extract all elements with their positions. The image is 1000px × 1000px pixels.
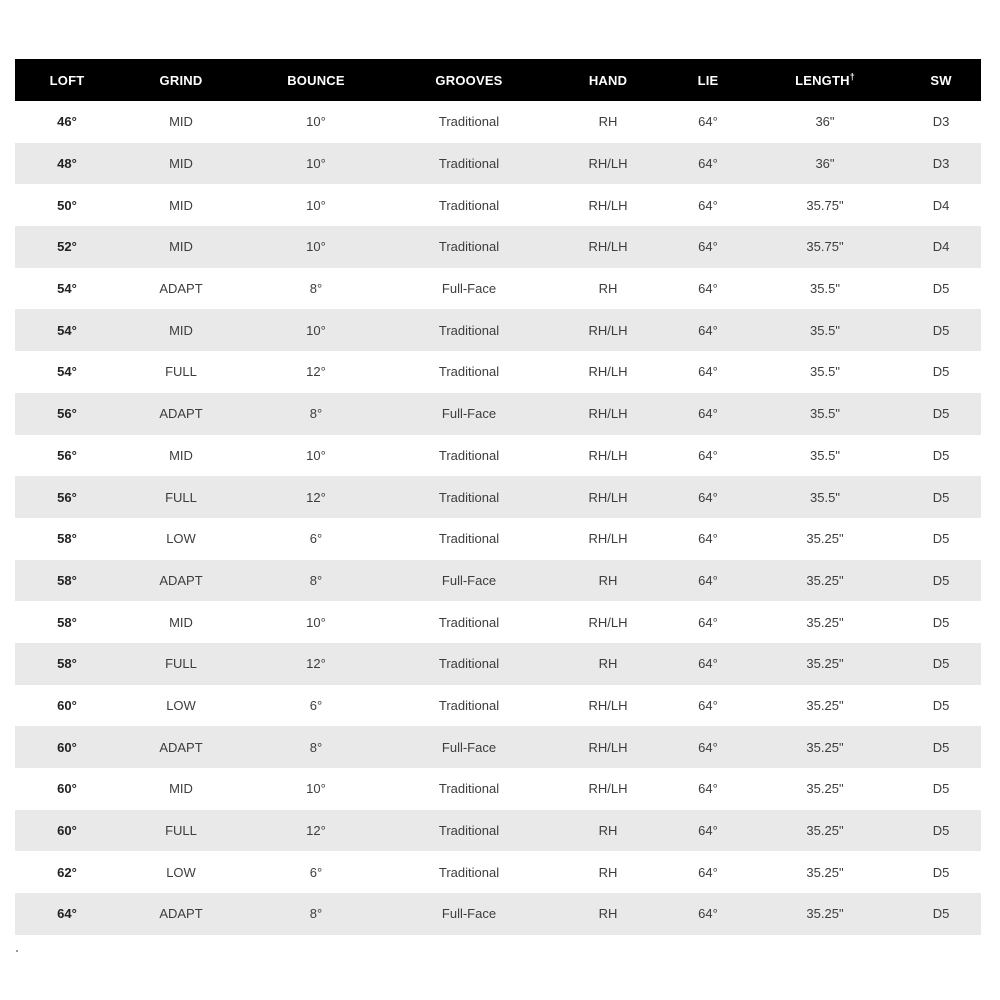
cell-sw: D5	[932, 322, 950, 338]
cell-sw: D5	[932, 781, 950, 797]
cell-grind: ADAPT	[159, 572, 203, 588]
cell-grooves: Full-Face	[441, 739, 497, 755]
cell-loft: 58°	[57, 572, 77, 588]
cell-length: 35.25"	[806, 697, 844, 713]
cell-sw: D5	[932, 489, 950, 505]
cell-bounce: 12°	[306, 489, 326, 505]
cell-grooves: Traditional	[438, 864, 500, 880]
cell-grooves: Traditional	[438, 489, 500, 505]
table-row	[15, 393, 981, 435]
table-row	[15, 851, 981, 893]
cell-loft: 58°	[57, 531, 77, 547]
table-row	[15, 726, 981, 768]
cell-grooves: Traditional	[438, 322, 500, 338]
cell-hand: RH	[598, 823, 618, 839]
cell-grind: MID	[169, 239, 193, 255]
cell-bounce: 10°	[306, 322, 326, 338]
cell-bounce: 10°	[306, 781, 326, 797]
cell-loft: 54°	[57, 281, 77, 297]
table-row	[15, 768, 981, 810]
cell-loft: 58°	[57, 656, 77, 672]
table-row	[15, 518, 981, 560]
cell-grind: ADAPT	[159, 406, 203, 422]
cell-lie: 64°	[698, 906, 718, 922]
stray-dot	[16, 950, 18, 952]
cell-hand: RH	[598, 864, 618, 880]
header-grind: GRIND	[159, 72, 203, 88]
cell-length: 35.25"	[806, 656, 844, 672]
table-row	[15, 101, 981, 143]
cell-bounce: 8°	[309, 406, 323, 422]
cell-loft: 56°	[57, 406, 77, 422]
cell-loft: 60°	[57, 739, 77, 755]
cell-sw: D5	[932, 447, 950, 463]
cell-length: 35.25"	[806, 781, 844, 797]
cell-bounce: 8°	[309, 906, 323, 922]
cell-grooves: Full-Face	[441, 906, 497, 922]
table-row	[15, 184, 981, 226]
cell-lie: 64°	[698, 656, 718, 672]
cell-length: 35.25"	[806, 531, 844, 547]
cell-bounce: 10°	[306, 614, 326, 630]
cell-hand: RH/LH	[588, 322, 628, 338]
cell-grind: LOW	[166, 697, 196, 713]
cell-hand: RH	[598, 114, 618, 130]
table-row	[15, 643, 981, 685]
header-grooves: GROOVES	[435, 72, 503, 88]
cell-grooves: Traditional	[438, 447, 500, 463]
specs-table	[15, 59, 981, 935]
cell-bounce: 10°	[306, 239, 326, 255]
cell-grooves: Traditional	[438, 364, 500, 380]
cell-sw: D5	[932, 531, 950, 547]
cell-length: 35.5"	[810, 489, 840, 505]
cell-length: 35.25"	[806, 864, 844, 880]
header-sw: SW	[930, 72, 952, 88]
cell-length: 35.5"	[810, 322, 840, 338]
cell-length: 35.75"	[806, 197, 844, 213]
cell-grooves: Traditional	[438, 114, 500, 130]
cell-sw: D3	[932, 114, 950, 130]
cell-sw: D5	[932, 864, 950, 880]
cell-bounce: 10°	[306, 447, 326, 463]
cell-length: 36"	[815, 114, 835, 130]
table-row	[15, 268, 981, 310]
cell-length: 35.5"	[810, 364, 840, 380]
cell-length: 35.25"	[806, 614, 844, 630]
cell-grind: FULL	[165, 656, 197, 672]
cell-grooves: Traditional	[438, 656, 500, 672]
cell-loft: 58°	[57, 614, 77, 630]
cell-bounce: 10°	[306, 156, 326, 172]
cell-hand: RH	[598, 656, 618, 672]
header-length-label: LENGTH	[795, 72, 850, 88]
cell-hand: RH/LH	[588, 406, 628, 422]
cell-hand: RH	[598, 906, 618, 922]
cell-bounce: 8°	[309, 281, 323, 297]
cell-grooves: Traditional	[438, 697, 500, 713]
cell-hand: RH/LH	[588, 197, 628, 213]
cell-loft: 56°	[57, 447, 77, 463]
cell-grooves: Traditional	[438, 614, 500, 630]
cell-grind: MID	[169, 614, 193, 630]
cell-hand: RH	[598, 572, 618, 588]
cell-sw: D5	[932, 572, 950, 588]
cell-sw: D4	[932, 239, 950, 255]
table-row	[15, 435, 981, 477]
table-row	[15, 893, 981, 935]
cell-length: 35.5"	[810, 447, 840, 463]
table-row	[15, 476, 981, 518]
cell-loft: 52°	[57, 239, 77, 255]
cell-bounce: 12°	[306, 364, 326, 380]
cell-hand: RH/LH	[588, 739, 628, 755]
cell-sw: D5	[932, 281, 950, 297]
cell-lie: 64°	[698, 864, 718, 880]
cell-sw: D5	[932, 406, 950, 422]
table-header-row	[15, 59, 981, 101]
cell-grind: LOW	[166, 531, 196, 547]
cell-sw: D5	[932, 656, 950, 672]
cell-bounce: 12°	[306, 823, 326, 839]
cell-grooves: Traditional	[438, 156, 500, 172]
cell-grooves: Full-Face	[441, 572, 497, 588]
cell-grind: FULL	[165, 823, 197, 839]
cell-grooves: Traditional	[438, 197, 500, 213]
cell-loft: 46°	[57, 114, 77, 130]
cell-grooves: Traditional	[438, 531, 500, 547]
cell-loft: 56°	[57, 489, 77, 505]
cell-hand: RH/LH	[588, 489, 628, 505]
cell-hand: RH	[598, 281, 618, 297]
cell-loft: 62°	[57, 864, 77, 880]
header-bounce: BOUNCE	[287, 72, 345, 88]
cell-lie: 64°	[698, 156, 718, 172]
cell-hand: RH/LH	[588, 614, 628, 630]
cell-lie: 64°	[698, 281, 718, 297]
cell-length: 35.25"	[806, 823, 844, 839]
cell-length: 35.75"	[806, 239, 844, 255]
cell-lie: 64°	[698, 781, 718, 797]
cell-grind: MID	[169, 156, 193, 172]
cell-lie: 64°	[698, 406, 718, 422]
cell-sw: D5	[932, 823, 950, 839]
cell-lie: 64°	[698, 823, 718, 839]
header-length	[749, 59, 901, 101]
cell-bounce: 12°	[306, 656, 326, 672]
cell-loft: 50°	[57, 197, 77, 213]
cell-lie: 64°	[698, 322, 718, 338]
cell-loft: 54°	[57, 322, 77, 338]
cell-loft: 60°	[57, 823, 77, 839]
cell-grind: ADAPT	[159, 906, 203, 922]
cell-grind: FULL	[165, 489, 197, 505]
cell-grind: MID	[169, 447, 193, 463]
cell-sw: D5	[932, 906, 950, 922]
cell-sw: D5	[932, 614, 950, 630]
cell-grooves: Traditional	[438, 239, 500, 255]
header-lie: LIE	[697, 72, 719, 88]
cell-sw: D4	[932, 197, 950, 213]
cell-lie: 64°	[698, 572, 718, 588]
cell-sw: D3	[932, 156, 950, 172]
table-row	[15, 351, 981, 393]
cell-grooves: Full-Face	[441, 406, 497, 422]
cell-grooves: Full-Face	[441, 281, 497, 297]
cell-hand: RH/LH	[588, 697, 628, 713]
cell-sw: D5	[932, 739, 950, 755]
cell-hand: RH/LH	[588, 447, 628, 463]
cell-grind: MID	[169, 197, 193, 213]
table-row	[15, 309, 981, 351]
table-row	[15, 810, 981, 852]
cell-grind: FULL	[165, 364, 197, 380]
cell-grind: ADAPT	[159, 739, 203, 755]
cell-length: 35.25"	[806, 906, 844, 922]
header-loft: LOFT	[49, 72, 85, 88]
cell-hand: RH/LH	[588, 364, 628, 380]
cell-length: 35.5"	[810, 406, 840, 422]
cell-hand: RH/LH	[588, 781, 628, 797]
table-row	[15, 560, 981, 602]
cell-loft: 60°	[57, 781, 77, 797]
cell-grind: MID	[169, 322, 193, 338]
cell-grind: ADAPT	[159, 281, 203, 297]
cell-hand: RH/LH	[588, 156, 628, 172]
cell-grind: MID	[169, 114, 193, 130]
cell-lie: 64°	[698, 531, 718, 547]
cell-bounce: 10°	[306, 197, 326, 213]
cell-loft: 54°	[57, 364, 77, 380]
cell-bounce: 6°	[309, 531, 323, 547]
cell-loft: 60°	[57, 697, 77, 713]
cell-grind: LOW	[166, 864, 196, 880]
cell-length: 36"	[815, 156, 835, 172]
cell-lie: 64°	[698, 447, 718, 463]
cell-lie: 64°	[698, 239, 718, 255]
table-row	[15, 601, 981, 643]
cell-length: 35.25"	[806, 739, 844, 755]
cell-lie: 64°	[698, 489, 718, 505]
cell-sw: D5	[932, 697, 950, 713]
cell-lie: 64°	[698, 739, 718, 755]
table-row	[15, 226, 981, 268]
header-hand: HAND	[588, 72, 628, 88]
cell-sw: D5	[932, 364, 950, 380]
cell-lie: 64°	[698, 697, 718, 713]
cell-bounce: 8°	[309, 739, 323, 755]
cell-length: 35.25"	[806, 572, 844, 588]
cell-length: 35.5"	[810, 281, 840, 297]
cell-grind: MID	[169, 781, 193, 797]
cell-hand: RH/LH	[588, 239, 628, 255]
cell-lie: 64°	[698, 197, 718, 213]
cell-loft: 48°	[57, 156, 77, 172]
cell-grooves: Traditional	[438, 823, 500, 839]
cell-bounce: 8°	[309, 572, 323, 588]
cell-lie: 64°	[698, 114, 718, 130]
cell-loft: 64°	[57, 906, 77, 922]
table-row	[15, 143, 981, 185]
cell-bounce: 6°	[309, 864, 323, 880]
cell-bounce: 6°	[309, 697, 323, 713]
cell-grooves: Traditional	[438, 781, 500, 797]
table-row	[15, 685, 981, 727]
cell-lie: 64°	[698, 364, 718, 380]
cell-bounce: 10°	[306, 114, 326, 130]
length-footnote-mark: †	[849, 71, 855, 82]
table-body	[15, 101, 981, 935]
cell-lie: 64°	[698, 614, 718, 630]
cell-hand: RH/LH	[588, 531, 628, 547]
